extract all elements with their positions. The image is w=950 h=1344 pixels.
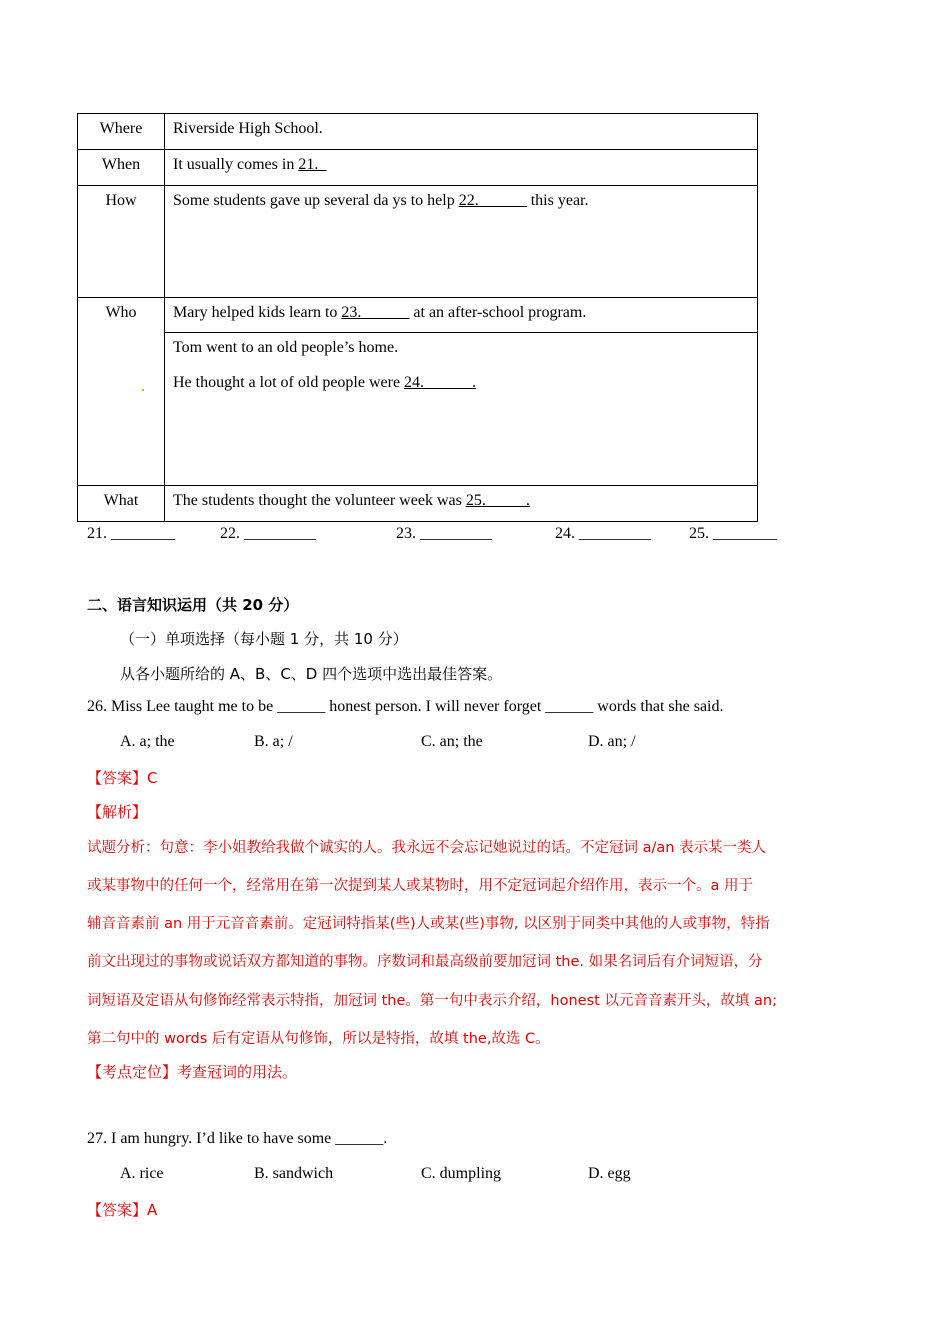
q26-analysis-line: 前文出现过的事物或说话双方都知道的事物。序数词和最高级前要加冠词 the. 如果名词后有介词短语，分 <box>87 954 763 970</box>
answer-blank-21[interactable]: 21. ________ <box>87 525 175 542</box>
row-content-who-1: Mary helped kids learn to 23.______ at an after-school program. <box>165 298 758 333</box>
section-instruction: 从各小题所给的 A、B、C、D 四个选项中选出最佳答案。 <box>120 665 503 683</box>
q27-option-a[interactable]: A. rice <box>120 1165 164 1182</box>
answer-blank-22[interactable]: 22. _________ <box>220 525 316 542</box>
question-26: 26. Miss Lee taught me to be ______ honest person. I will never forget ______ words that she said. <box>87 698 724 715</box>
blank-21: 21._ <box>298 156 327 173</box>
answer-blank-23[interactable]: 23. _________ <box>396 525 492 542</box>
row-label-when: When <box>78 150 165 186</box>
row-label-where: Where <box>78 114 165 150</box>
row-content-when: It usually comes in 21._ <box>165 150 758 186</box>
q26-analysis-line: 试题分析：句意：李小姐教给我做个诚实的人。我永远不会忘记她说过的话。不定冠词 a/an 表示某一类人 <box>87 840 767 856</box>
row-content-who-2: Tom went to an old people’s home. He thought a lot of old people were 24.______. <box>165 333 758 486</box>
q27-option-d[interactable]: D. egg <box>588 1165 631 1182</box>
blank-25: 25._____. <box>465 492 530 509</box>
q26-point: 【考点定位】考查冠词的用法。 <box>87 1063 298 1081</box>
q26-answer: 【答案】C <box>87 769 158 787</box>
section-title: 二、语言知识运用（共 20 分） <box>87 596 299 614</box>
row-label-how: How <box>78 186 165 298</box>
row-content-how: Some students gave up several da ys to help 22.______ this year. <box>165 186 758 298</box>
q26-analysis-line: 或某事物中的任何一个，经常用在第一次提到某人或某物时，用不定冠词起介绍作用，表示一个。a 用于 <box>87 878 753 894</box>
q26-option-a[interactable]: A. a; the <box>120 733 175 750</box>
q26-option-d[interactable]: D. an; / <box>588 733 636 750</box>
q27-option-c[interactable]: C. dumpling <box>421 1165 502 1182</box>
row-label-who: Who <box>78 298 165 486</box>
row-content-what: The students thought the volunteer week was 25._____. <box>165 486 758 522</box>
q27-answer: 【答案】A <box>87 1201 158 1219</box>
q26-option-c[interactable]: C. an; the <box>421 733 483 750</box>
stray-dot <box>142 389 144 391</box>
q26-analysis-line: 辅音音素前 an 用于元音音素前。定冠词特指某(些)人或某(些)事物, 以区别于同类中其他的人或事物，特指 <box>87 916 770 932</box>
answer-blank-24[interactable]: 24. _________ <box>555 525 651 542</box>
q27-option-b[interactable]: B. sandwich <box>254 1165 334 1182</box>
blank-22: 22.______ <box>458 192 527 209</box>
row-content-where: Riverside High School. <box>165 114 758 150</box>
blank-23: 23.______ <box>341 304 410 321</box>
question-27: 27. I am hungry. I’d like to have some ______. <box>87 1130 388 1147</box>
q26-analysis-title: 【解析】 <box>87 803 148 821</box>
row-label-what: What <box>78 486 165 522</box>
q26-option-b[interactable]: B. a; / <box>254 733 293 750</box>
q26-analysis-line: 词短语及定语从句修饰经常表示特指，加冠词 the。第一句中表示介绍，honest 以元音音素开头，故填 an; <box>87 993 777 1009</box>
blank-24: 24.______. <box>404 374 477 391</box>
info-table <box>77 113 758 522</box>
q26-analysis-line: 第二句中的 words 后有定语从句修饰，所以是特指，故填 the,故选 C。 <box>87 1031 550 1047</box>
answer-blank-25[interactable]: 25. ________ <box>689 525 777 542</box>
section-subtitle: （一）单项选择（每小题 1 分，共 10 分） <box>120 630 408 648</box>
